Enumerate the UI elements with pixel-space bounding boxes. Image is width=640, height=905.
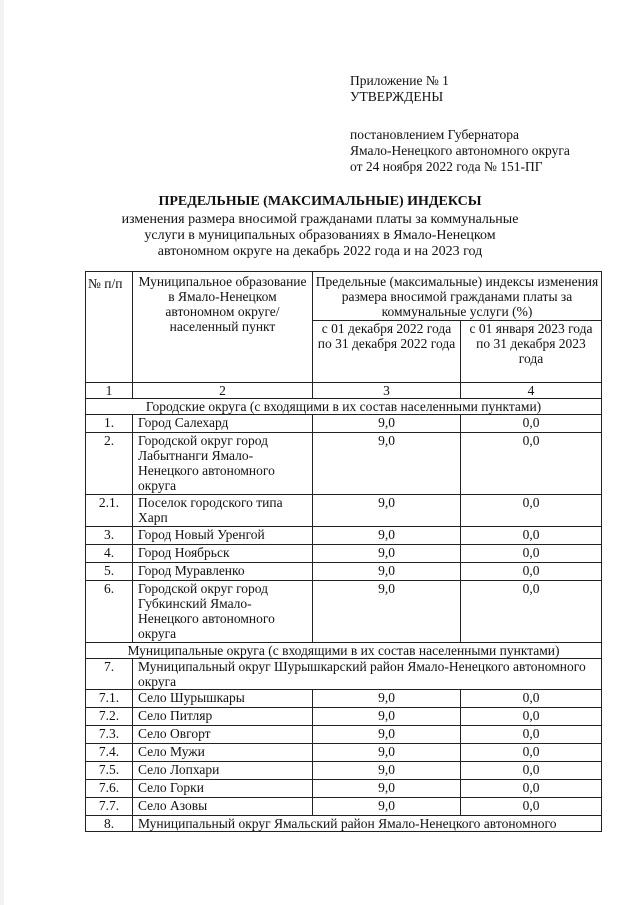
row-name: Муниципальный округ Шурышкарский район Ямало-Ненецкого автономного округа [133,659,602,690]
row-value-2022: 9,0 [313,798,461,816]
row-value-2023: 0,0 [461,527,602,545]
group-title: Муниципальные округа (с входящими в их состав населенными пунктами) [86,643,602,659]
group-row-municipal [86,643,602,659]
row-value-2023: 0,0 [461,690,602,708]
title-line-3: автономном округе на декабрь 2022 года и на 2023 год [157,244,483,259]
title-line-2: услуги в муниципальных образованиях в Ямало-Ненецком [144,228,496,243]
row-number: 7.5. [86,762,133,780]
row-value-2022: 9,0 [313,545,461,563]
table-row [86,690,602,708]
approved-label: УТВЕРЖДЕНЫ [350,89,444,104]
decree-line: постановлением Губернатора [350,127,519,142]
title-heading: ПРЕДЕЛЬНЫЕ (МАКСИМАЛЬНЫЕ) ИНДЕКСЫ [158,194,482,209]
row-value-2023: 0,0 [461,495,602,527]
row-number: 7.1. [86,690,133,708]
table-row [86,762,602,780]
row-value-2022: 9,0 [313,762,461,780]
table-row [86,563,602,581]
column-numbers-row [86,383,602,399]
row-name: Город Новый Уренгой [133,527,313,545]
row-name: Муниципальный округ Ямальский район Ямало-Ненецкого автономного [133,816,602,832]
col-number: 2 [133,383,313,399]
row-value-2023: 0,0 [461,581,602,643]
row-number: 7.4. [86,744,133,762]
row-number: 7.7. [86,798,133,816]
table-row [86,545,602,563]
row-number: 2.1. [86,495,133,527]
row-number: 7.6. [86,780,133,798]
row-name: Село Горки [133,780,313,798]
indexes-table [85,271,602,832]
header-num: № п/п [86,272,133,383]
row-number: 3. [86,527,133,545]
row-value-2023: 0,0 [461,545,602,563]
row-name: Село Лопхари [133,762,313,780]
title-line-1: изменения размера вносимой гражданами платы за коммунальные [121,212,519,227]
header-period-2022: с 01 декабря 2022 года по 31 декабря 2022 года [313,321,461,383]
row-value-2023: 0,0 [461,563,602,581]
row-name: Город Ноябрьск [133,545,313,563]
table-row [86,780,602,798]
row-value-2022: 9,0 [313,415,461,433]
row-number: 6. [86,581,133,643]
row-value-2022: 9,0 [313,433,461,495]
row-value-2023: 0,0 [461,433,602,495]
row-number: 7. [86,659,133,690]
row-name: Город Салехард [133,415,313,433]
appendix-number: Приложение № 1 [350,73,449,88]
row-name: Село Овгорт [133,726,313,744]
col-number: 4 [461,383,602,399]
header-period-2023: с 01 января 2023 года по 31 декабря 2023 года [461,321,602,383]
row-value-2022: 9,0 [313,780,461,798]
row-value-2023: 0,0 [461,780,602,798]
row-value-2022: 9,0 [313,726,461,744]
header-municipality: Муниципальное образование в Ямало-Ненецком автономном округе/ населенный пункт [133,272,313,383]
group-title-urban: Городские округа (с входящими в их состав населенными пунктами) [86,399,602,415]
row-number: 5. [86,563,133,581]
row-value-2023: 0,0 [461,415,602,433]
row-value-2023: 0,0 [461,798,602,816]
row-value-2022: 9,0 [313,708,461,726]
row-number: 2. [86,433,133,495]
table-row [86,708,602,726]
row-value-2022: 9,0 [313,563,461,581]
table-row-district [86,816,602,832]
header-row [86,272,602,321]
table-row-district [86,659,602,690]
decree-date: от 24 ноября 2022 года № 151-ПГ [350,159,543,174]
row-value-2023: 0,0 [461,726,602,744]
row-name: Городской округ город Губкинский Ямало-Ненецкого автономного округа [133,581,313,643]
table-row [86,726,602,744]
col-number: 1 [86,383,133,399]
col-number: 3 [313,383,461,399]
row-value-2023: 0,0 [461,762,602,780]
row-name: Поселок городского типа Харп [133,495,313,527]
table-row [86,415,602,433]
row-name: Село Шурышкары [133,690,313,708]
table-row [86,798,602,816]
group-row-urban [86,399,602,415]
row-value-2022: 9,0 [313,527,461,545]
row-value-2022: 9,0 [313,495,461,527]
table-row [86,527,602,545]
row-value-2022: 9,0 [313,690,461,708]
row-number: 8. [86,816,133,832]
decree-region: Ямало-Ненецкого автономного округа [350,143,570,158]
row-name: Город Муравленко [133,563,313,581]
row-value-2022: 9,0 [313,744,461,762]
row-value-2023: 0,0 [461,708,602,726]
table-row [86,433,602,495]
row-name: Село Питляр [133,708,313,726]
row-number: 4. [86,545,133,563]
header-index: Предельные (максимальные) индексы изменения размера вносимой гражданами платы за коммунальные услуги (%) [313,272,602,321]
row-number: 7.2. [86,708,133,726]
row-name: Село Мужи [133,744,313,762]
row-value-2023: 0,0 [461,744,602,762]
row-value-2022: 9,0 [313,581,461,643]
table-row [86,495,602,527]
row-name: Городской округ город Лабытнанги Ямало-Ненецкого автономного округа [133,433,313,495]
scan-edge [0,0,4,905]
row-name: Село Азовы [133,798,313,816]
row-number: 1. [86,415,133,433]
row-number: 7.3. [86,726,133,744]
table-row [86,581,602,643]
approval-block [350,73,620,175]
table-row [86,744,602,762]
document-title [40,194,600,260]
